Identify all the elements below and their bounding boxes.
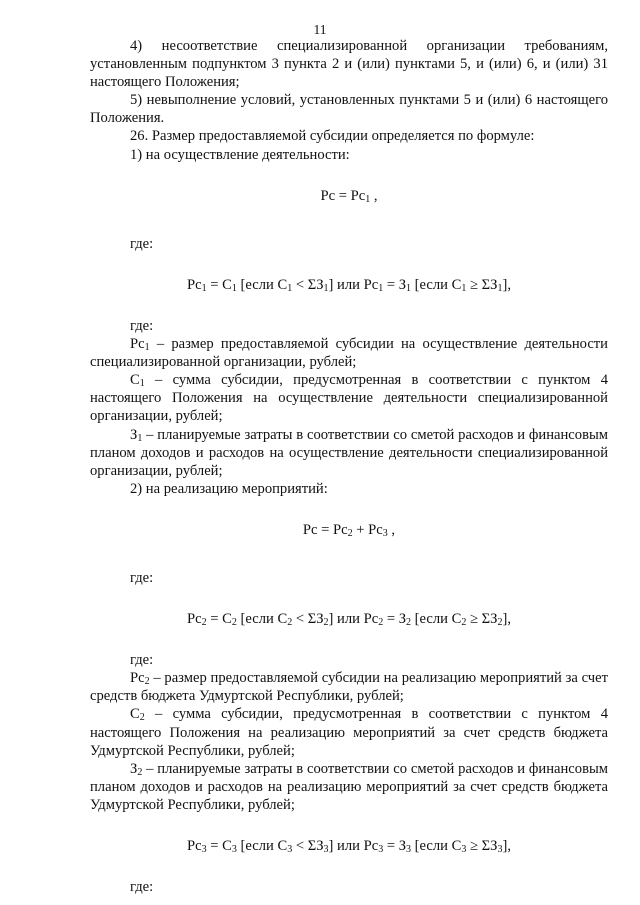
page-number: 11: [313, 22, 327, 37]
section-1-title: 1) на осуществление деятельности:: [130, 146, 350, 163]
paragraph-item-5: 5) невыполнение условий, установленных пунктами 5 и (или) 6 настоящего Положения.: [90, 92, 608, 127]
paragraph-item-4: 4) несоответствие специализированной организации требованиям, установленным подпунктом 3 пункта 2 и (или) пунктами 5, и (или) 6, и (или) 31 настоящего Положения;: [90, 38, 608, 91]
where-label-3: где:: [130, 569, 154, 586]
where-label-4: где:: [130, 652, 154, 669]
where-label-5: где:: [130, 879, 154, 896]
formula-sec2-condition: $Рс_2 = С_2$ [если $С_2 < \Sigma З_2$] или $Рс_2 = З_2$ [если $С_2 \ge \Sigma З_2$],: [187, 611, 511, 629]
formula-sec1-main: Рс = $Рс_1$ ,: [320, 187, 378, 205]
document-body: [90, 37, 608, 896]
where-label-1: где:: [130, 235, 154, 252]
definition-pc1: $Рс_1$ – размер предоставляемой субсидии на осуществление деятельности специализированной организации, рублей;: [90, 336, 608, 371]
formula-sec1-condition: $Рс_1 = С_1$ [если $С_1 < \Sigma З_1$] или $Рс_1 = З_1$ [если $С_1 \ge \Sigma З_1$],: [187, 276, 511, 294]
definition-z1: $З_1$ – планируемые затраты в соответствии со сметой расходов и финансовым планом доходов и расходов на осуществление деятельности специализированной организации, рублей;: [90, 426, 608, 479]
paragraph-26: 26. Размер предоставляемой субсидии определяется по формуле:: [130, 128, 535, 145]
definition-c1: $С_1$ – сумма субсидии, предусмотренная в соответствии с пунктом 4 настоящего Положения на осуществление деятельности специализированной организации, рублей;: [90, 372, 608, 425]
formula-sec2-main: Рс = $Рс_2 + Рс_3$ ,: [302, 521, 396, 539]
definition-c2: $С_2$ – сумма субсидии, предусмотренная в соответствии с пунктом 4 настоящего Положения на реализацию мероприятий за счет средств бюджета Удмуртской Республики, рублей;: [90, 706, 608, 759]
definition-z2: $З_2$ – планируемые затраты в соответствии со сметой расходов и финансовым планом доходов и расходов на реализацию мероприятий за счет средств бюджета Удмуртской Республики, рублей;: [90, 760, 608, 813]
where-label-2: где:: [130, 317, 154, 334]
formula-sec3-condition: $Рс_3 = С_3$ [если $С_3 < \Sigma З_3$] или $Рс_3 = З_3$ [если $С_3 \ge \Sigma З_3$],: [187, 838, 511, 855]
definition-pc2: $Рс_2$ – размер предоставляемой субсидии на реализацию мероприятий за счет средств бюджета Удмуртской Республики, рублей;: [90, 670, 608, 705]
section-2-title: 2) на реализацию мероприятий:: [130, 480, 328, 497]
